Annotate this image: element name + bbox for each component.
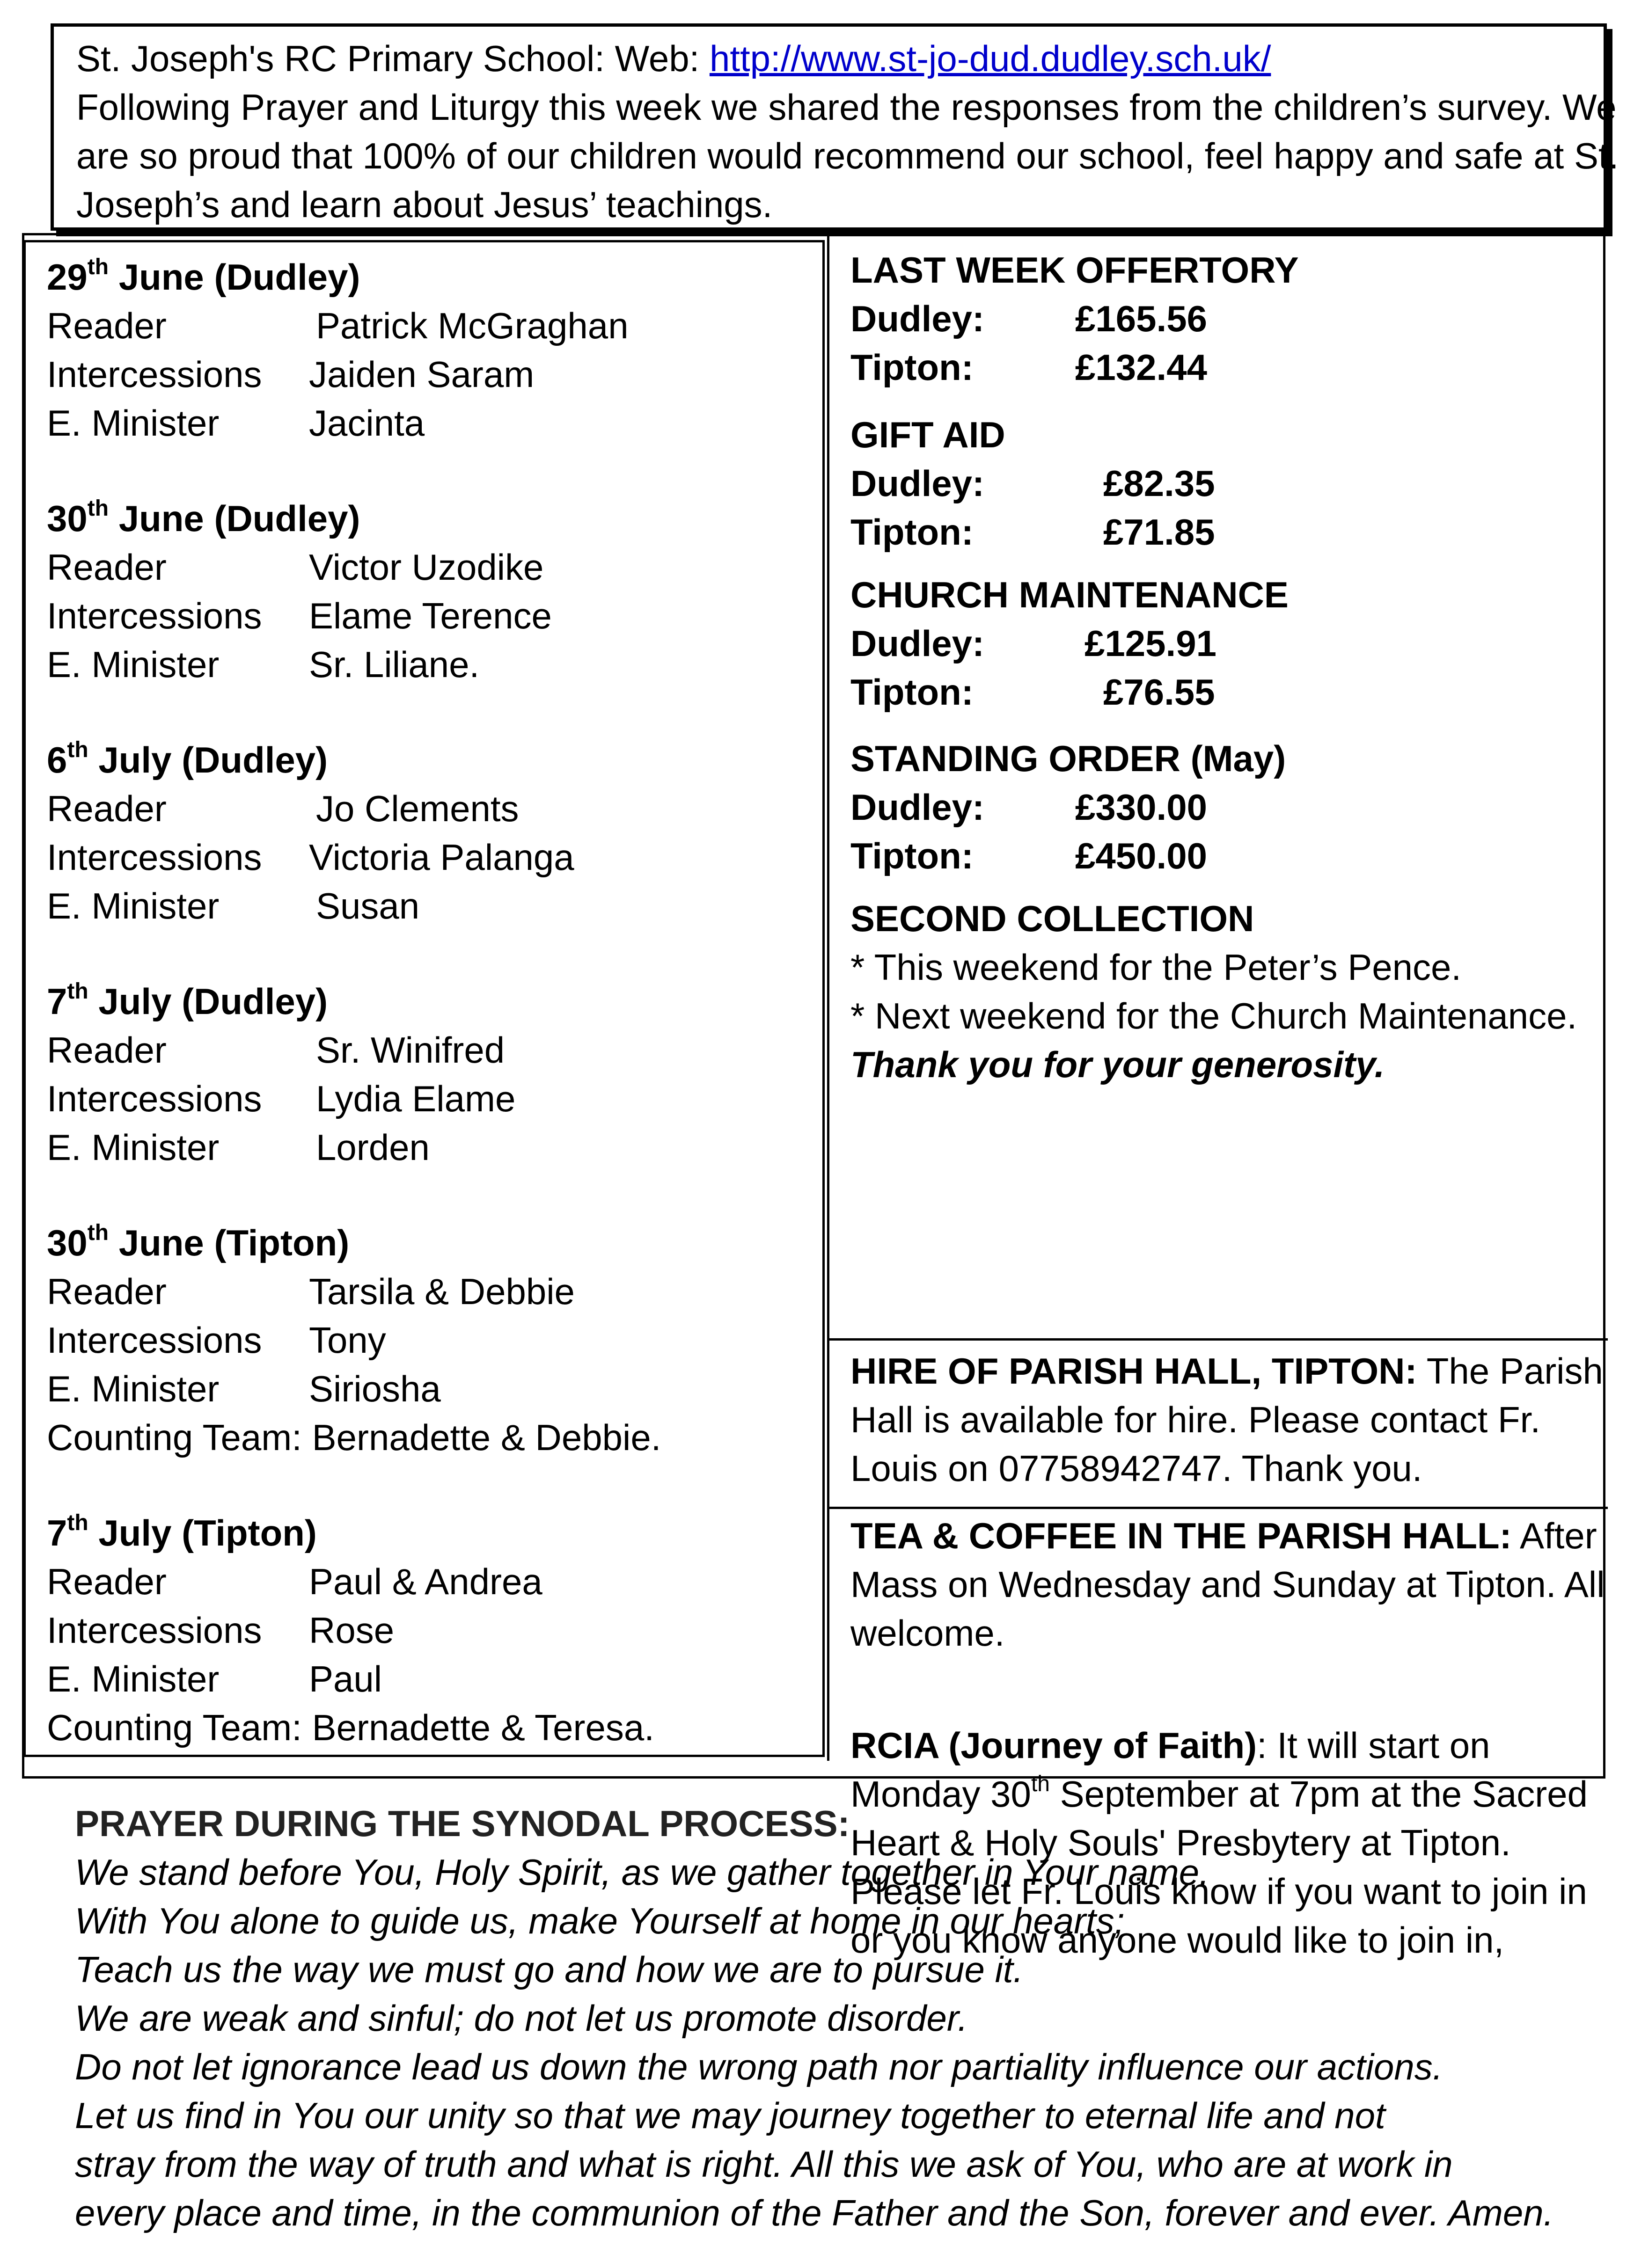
- finance-row: [850, 619, 1608, 668]
- rcia-text: Monday 30th September at 7pm at the Sacred: [850, 1772, 1588, 1815]
- prayer-line: Do not let ignorance lead us down the wrong path nor partiality influence our actions.: [75, 2046, 1443, 2087]
- rota-group: [47, 736, 822, 930]
- rota-row: [47, 301, 822, 350]
- rota-row: [47, 1655, 822, 1703]
- notices-column: [827, 233, 1605, 1961]
- rota-row: [47, 784, 822, 833]
- finance-location: Tipton:: [850, 347, 974, 388]
- school-notice-line: are so proud that 100% of our children would recommend our school, feel happy and safe at St.: [76, 135, 1619, 176]
- counting-team: Counting Team: Bernadette & Debbie.: [47, 1417, 661, 1458]
- rota-group-heading: 7th July (Dudley): [47, 979, 328, 1022]
- rota-name: Patrick McGraghan: [316, 305, 629, 346]
- finance-amount: £132.44: [1075, 347, 1207, 388]
- finance-location: Tipton:: [850, 511, 974, 553]
- rota-row: [47, 1557, 822, 1606]
- finance-row: [850, 343, 1608, 392]
- finance-amount: £125.91: [1084, 623, 1216, 664]
- school-notice-line: Joseph’s and learn about Jesus’ teachings.: [76, 184, 773, 225]
- second-collection-line: * Next weekend for the Church Maintenance.: [850, 995, 1577, 1036]
- rota-row: [47, 1267, 822, 1316]
- ministry-rota: [23, 240, 825, 1757]
- rota-row: [47, 1316, 822, 1364]
- offertory-heading: LAST WEEK OFFERTORY: [850, 249, 1299, 291]
- rcia-text: Please let Fr. Louis know if you want to join in: [850, 1871, 1587, 1912]
- rota-role: Intercessions: [47, 354, 262, 395]
- school-website-link[interactable]: http://www.st-jo-dud.dudley.sch.uk/: [709, 38, 1271, 79]
- rota-role: Intercessions: [47, 837, 262, 878]
- rota-name: Tarsila & Debbie: [309, 1271, 575, 1312]
- rcia-text: : It will start on: [1257, 1725, 1490, 1766]
- section-divider: [829, 1507, 1608, 1509]
- rota-name: Tony: [309, 1320, 386, 1361]
- rota-group-heading: 6th July (Dudley): [47, 737, 328, 780]
- hire-heading: HIRE OF PARISH HALL, TIPTON:: [850, 1350, 1417, 1392]
- rota-role: E. Minister: [47, 1658, 220, 1699]
- prayer-title: PRAYER DURING THE SYNODAL PROCESS:: [75, 1803, 850, 1844]
- finance-location: Dudley:: [850, 787, 985, 828]
- rota-row: [47, 1123, 822, 1172]
- finance-row: [850, 668, 1608, 716]
- rota-row: [47, 1364, 822, 1413]
- standing-order-heading: STANDING ORDER (May): [850, 738, 1286, 779]
- rota-row: [47, 350, 822, 399]
- rota-row: [47, 882, 822, 930]
- rota-group: [47, 1218, 822, 1462]
- rota-name: Jaiden Saram: [309, 354, 535, 395]
- rcia-text: Heart & Holy Souls' Presbytery at Tipton.: [850, 1822, 1511, 1863]
- tea-heading: TEA & COFFEE IN THE PARISH HALL:: [850, 1515, 1512, 1556]
- counting-team: Counting Team: Bernadette & Teresa.: [47, 1707, 654, 1748]
- rota-role: E. Minister: [47, 885, 220, 926]
- finance-section: [829, 246, 1608, 1089]
- rota-role: Reader: [47, 1271, 167, 1312]
- rota-group-heading: 30th June (Tipton): [47, 1220, 350, 1263]
- rota-group: [47, 977, 822, 1172]
- rota-name: Victor Uzodike: [309, 547, 544, 588]
- hire-notice: [829, 1347, 1608, 1493]
- prayer-line: Let us find in You our unity so that we may journey together to eternal life and not: [75, 2095, 1385, 2136]
- prayer-line: every place and time, in the communion of the Father and the Son, forever and ever. Amen.: [75, 2192, 1554, 2233]
- tea-text: Mass on Wednesday and Sunday at Tipton. All: [850, 1564, 1605, 1605]
- rota-role: E. Minister: [47, 402, 220, 444]
- finance-row: [850, 831, 1608, 880]
- gift-aid-heading: GIFT AID: [850, 414, 1005, 455]
- prayer-line: Teach us the way we must go and how we are to pursue it.: [75, 1949, 1024, 1990]
- rota-name: Lorden: [316, 1127, 430, 1168]
- synodal-prayer: [75, 1799, 1610, 2237]
- rota-group-heading: 29th June (Dudley): [47, 255, 360, 298]
- finance-location: Tipton:: [850, 671, 974, 713]
- finance-row: [850, 783, 1608, 831]
- rota-group-heading: 7th July (Tipton): [47, 1510, 317, 1553]
- rota-role: Reader: [47, 547, 167, 588]
- school-notice-box: [51, 23, 1619, 231]
- rota-role: Intercessions: [47, 1320, 262, 1361]
- maintenance-heading: CHURCH MAINTENANCE: [850, 574, 1289, 615]
- tea-text: After: [1511, 1515, 1597, 1556]
- rota-row: [47, 1074, 822, 1123]
- school-notice-line: Following Prayer and Liturgy this week we shared the responses from the children’s survey. We: [76, 87, 1617, 128]
- second-collection-heading: SECOND COLLECTION: [850, 898, 1254, 939]
- finance-row: [850, 294, 1608, 343]
- rota-role: Reader: [47, 1029, 167, 1071]
- finance-amount: £450.00: [1075, 835, 1207, 876]
- finance-amount: £76.55: [1103, 671, 1215, 713]
- rota-name: Sr. Winifred: [316, 1029, 505, 1071]
- rota-name: Siriosha: [309, 1368, 441, 1409]
- finance-location: Dudley:: [850, 298, 985, 339]
- rota-name: Paul: [309, 1658, 382, 1699]
- thanks-line: Thank you for your generosity.: [850, 1044, 1385, 1085]
- second-collection-line: * This weekend for the Peter’s Pence.: [850, 947, 1462, 988]
- rota-role: Intercessions: [47, 1078, 262, 1119]
- prayer-line: We stand before You, Holy Spirit, as we gather together in Your name.: [75, 1852, 1209, 1893]
- rota-row: [47, 399, 822, 447]
- finance-amount: £330.00: [1075, 787, 1207, 828]
- rota-role: Reader: [47, 305, 167, 346]
- finance-location: Dudley:: [850, 623, 985, 664]
- rota-role: Intercessions: [47, 1610, 262, 1651]
- prayer-line: stray from the way of truth and what is right. All this we ask of You, who are at work in: [75, 2144, 1453, 2185]
- rota-row: [47, 833, 822, 882]
- prayer-line: We are weak and sinful; do not let us promote disorder.: [75, 1998, 968, 2039]
- rcia-heading: RCIA (Journey of Faith): [850, 1725, 1257, 1766]
- hire-text: Hall is available for hire. Please contact Fr.: [850, 1399, 1541, 1440]
- rota-name: Susan: [316, 885, 420, 926]
- rota-row: [47, 640, 822, 689]
- rota-role: E. Minister: [47, 644, 220, 685]
- school-web-label: St. Joseph's RC Primary School: Web:: [76, 38, 710, 79]
- rota-row: [47, 1026, 822, 1074]
- rota-name: Jacinta: [309, 402, 425, 444]
- finance-row: [850, 459, 1608, 508]
- rota-name: Paul & Andrea: [309, 1561, 542, 1602]
- rota-role: Reader: [47, 788, 167, 829]
- rota-name: Lydia Elame: [316, 1078, 516, 1119]
- rota-group-heading: 30th June (Dudley): [47, 496, 360, 539]
- finance-row: [850, 508, 1608, 556]
- prayer-line: With You alone to guide us, make Yourself at home in our hearts;: [75, 1900, 1125, 1941]
- rota-group: [47, 1509, 822, 1752]
- rota-role: E. Minister: [47, 1368, 220, 1409]
- rota-name: Elame Terence: [309, 595, 552, 636]
- section-divider: [829, 1338, 1608, 1341]
- rota-name: Sr. Liliane.: [309, 644, 480, 685]
- rota-name: Rose: [309, 1610, 395, 1651]
- finance-location: Tipton:: [850, 835, 974, 876]
- rota-name: Victoria Palanga: [309, 837, 574, 878]
- rota-row: [47, 591, 822, 640]
- hire-text: Louis on 07758942747. Thank you.: [850, 1448, 1422, 1489]
- rota-row: [47, 543, 822, 591]
- hire-text: The Parish: [1417, 1350, 1603, 1392]
- rota-group: [47, 494, 822, 689]
- rota-group: [47, 253, 822, 447]
- finance-amount: £165.56: [1075, 298, 1207, 339]
- rota-name: Jo Clements: [316, 788, 519, 829]
- finance-amount: £82.35: [1103, 463, 1215, 504]
- rota-role: Intercessions: [47, 595, 262, 636]
- school-web-line: [76, 34, 1581, 83]
- finance-location: Dudley:: [850, 463, 985, 504]
- tea-text: welcome.: [850, 1612, 1005, 1654]
- rota-role: E. Minister: [47, 1127, 220, 1168]
- tea-notice: [829, 1511, 1608, 1657]
- rota-role: Reader: [47, 1561, 167, 1602]
- finance-amount: £71.85: [1103, 511, 1215, 553]
- rcia-text: or you know anyone would like to join in,: [850, 1919, 1504, 1961]
- rota-row: [47, 1606, 822, 1655]
